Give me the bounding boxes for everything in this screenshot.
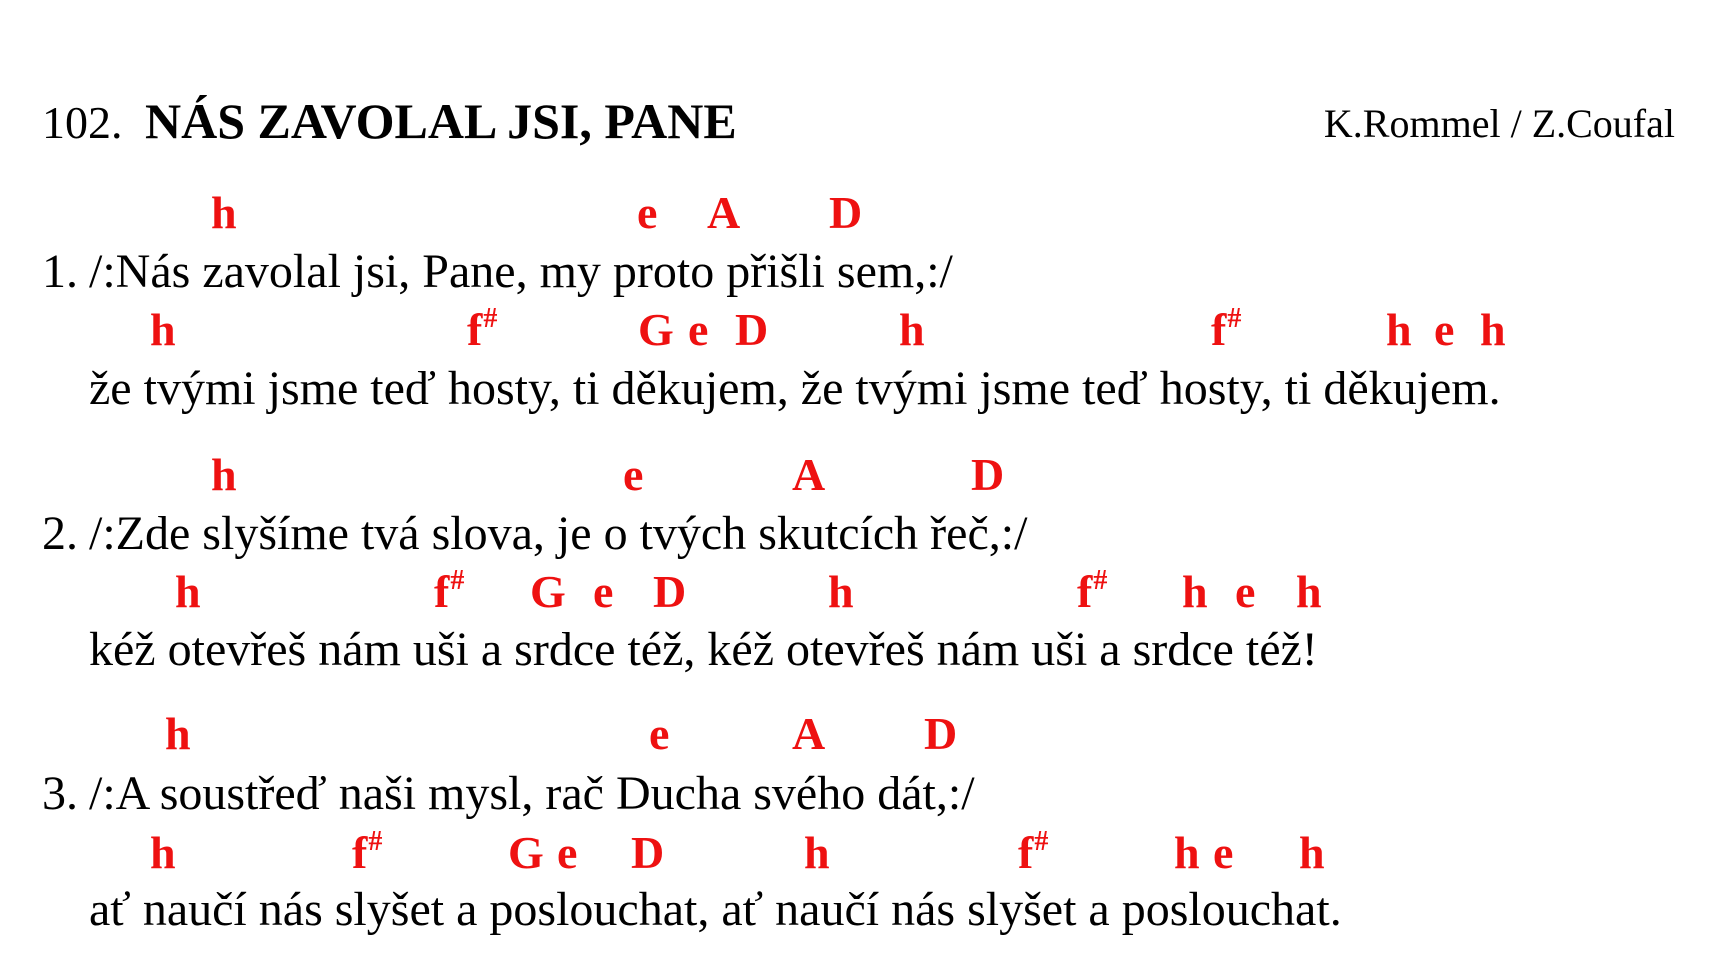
chord: h [165, 708, 191, 759]
chord: G [530, 566, 566, 617]
chord: D [971, 449, 1005, 500]
sharp-sign: # [1093, 565, 1108, 596]
chord: e [637, 187, 658, 238]
chord: D [735, 304, 769, 355]
chord: h [211, 449, 237, 500]
chord: e [1434, 304, 1455, 355]
lyric-line: /:A soustřeď naši mysl, rač Ducha svého dát,:/ [89, 767, 975, 820]
chord: h [828, 566, 854, 617]
chord: h [1296, 566, 1322, 617]
song-title: NÁS ZAVOLAL JSI, PANE [145, 93, 737, 149]
verse-number: 2. [42, 507, 78, 560]
chord: h [1386, 304, 1412, 355]
chord: A [707, 187, 741, 238]
lyric-line: kéž otevřeš nám uši a srdce též, kéž otevřeš nám uši a srdce též! [89, 623, 1318, 676]
chord: h [1174, 827, 1200, 878]
chord: h [1299, 827, 1325, 878]
chord: f# [352, 826, 383, 878]
sharp-sign: # [1227, 303, 1242, 334]
chord: f# [1018, 826, 1049, 878]
chord: G [638, 304, 674, 355]
chord: f# [467, 303, 498, 355]
lyric-line: /:Nás zavolal jsi, Pane, my proto přišli sem,:/ [89, 245, 953, 298]
chord: h [211, 187, 237, 238]
song-authors: K.Rommel / Z.Coufal [1323, 101, 1675, 146]
chord: h [804, 827, 830, 878]
chord: A [792, 449, 826, 500]
chord: h [150, 304, 176, 355]
song-number: 102. [42, 97, 123, 148]
chord: G [508, 827, 544, 878]
chord: e [623, 449, 644, 500]
chord: f# [1077, 565, 1108, 617]
sharp-sign: # [450, 565, 465, 596]
chord: D [829, 187, 863, 238]
chord: e [649, 708, 670, 759]
sharp-sign: # [1034, 826, 1049, 857]
chord: f# [434, 565, 465, 617]
chord: h [1480, 304, 1506, 355]
chord: h [150, 827, 176, 878]
lyric-line: /:Zde slyšíme tvá slova, je o tvých skutcích řeč,:/ [89, 507, 1028, 560]
chord: A [792, 708, 826, 759]
chord: D [924, 708, 958, 759]
chord: h [899, 304, 925, 355]
chord: h [1182, 566, 1208, 617]
chord: e [1235, 566, 1256, 617]
chord: f# [1211, 303, 1242, 355]
chord: e [1213, 827, 1234, 878]
chord: e [557, 827, 578, 878]
chord: h [175, 566, 201, 617]
lyric-line: že tvými jsme teď hosty, ti děkujem, že tvými jsme teď hosty, ti děkujem. [89, 362, 1501, 415]
verse-number: 1. [42, 245, 78, 298]
chord: D [653, 566, 687, 617]
chord: e [593, 566, 614, 617]
verse-number: 3. [42, 767, 78, 820]
sharp-sign: # [368, 826, 383, 857]
chord: D [631, 827, 665, 878]
sharp-sign: # [483, 303, 498, 334]
lyric-line: ať naučí nás slyšet a poslouchat, ať naučí nás slyšet a poslouchat. [89, 883, 1342, 936]
chord: e [688, 304, 709, 355]
